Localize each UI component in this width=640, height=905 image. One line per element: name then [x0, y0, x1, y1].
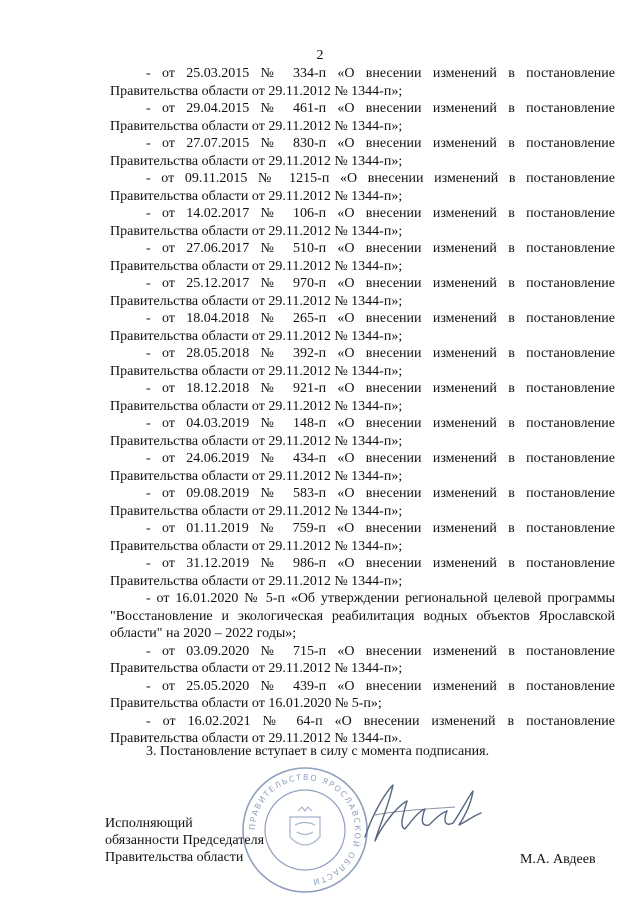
- amendment-item: [110, 450, 615, 485]
- official-seal: [240, 765, 370, 895]
- amendment-item-line1: - от 31.12.2019 № 986-п «О внесении изменений в постановление: [146, 556, 615, 571]
- amendment-item-line1: - от 01.11.2019 № 759-п «О внесении изменений в постановление: [146, 521, 615, 536]
- signatory-title-line3: Правительства области: [105, 850, 244, 865]
- amendment-item-line2: Правительства области от 29.11.2012 № 1344-п»;: [110, 398, 403, 414]
- amendment-item: [110, 555, 615, 590]
- signatory-title-line1: Исполняющий: [105, 816, 193, 831]
- amendment-item-line2: Правительства области от 29.11.2012 № 1344-п»;: [110, 573, 403, 589]
- amendment-item: [110, 310, 615, 345]
- amendment-item-line1: - от 24.06.2019 № 434-п «О внесении изменений в постановление: [146, 451, 615, 466]
- amendment-item: [110, 240, 615, 275]
- amendment-item: [110, 170, 615, 205]
- amendment-item-line1: - от 03.09.2020 № 715-п «О внесении изменений в постановление: [146, 643, 615, 659]
- amendment-item-line1: - от 18.04.2018 № 265-п «О внесении изменений в постановление: [146, 311, 615, 326]
- amendment-item: [110, 275, 615, 310]
- amendment-item-line2: Правительства области от 29.11.2012 № 1344-п»;: [110, 328, 403, 344]
- amendment-item-line1: - от 18.12.2018 № 921-п «О внесении изменений в постановление: [146, 381, 615, 396]
- amendment-item-line2: Правительства области от 29.11.2012 № 1344-п»;: [110, 223, 403, 239]
- amendment-item-line1: - от 29.04.2015 № 461-п «О внесении изменений в постановление: [146, 101, 615, 116]
- amendment-item-line2: Правительства области от 29.11.2012 № 1344-п»;: [110, 118, 403, 134]
- amendment-item: [110, 520, 615, 555]
- amendment-item-line2: Правительства области от 16.01.2020 № 5-п»;: [110, 696, 382, 711]
- amendment-item-line2: Правительства области от 29.11.2012 № 1344-п»;: [110, 363, 403, 379]
- closing-paragraph: 3. Постановление вступает в силу с момента подписания.: [146, 744, 490, 759]
- handwritten-signature: [355, 775, 485, 855]
- signatory-title-line2: обязанности Председателя: [105, 833, 265, 848]
- amendment-item-line2: Правительства области от 29.11.2012 № 1344-п»;: [110, 661, 403, 676]
- amendment-item: [110, 100, 615, 135]
- amendment-item-line1: - от 16.02.2021 № 64-п «О внесении изменений в постановление: [146, 713, 615, 729]
- amendment-item: [110, 380, 615, 415]
- amendment-item-line2: Ярославской области" на 2020 – 2022 годы»;: [110, 608, 616, 641]
- amendment-item: [110, 643, 615, 678]
- amendment-item: [110, 415, 615, 450]
- amendment-item-line2: Правительства области от 29.11.2012 № 1344-п»;: [110, 503, 403, 519]
- amendment-item: [110, 135, 615, 170]
- amendment-item-line2: Правительства области от 29.11.2012 № 1344-п»;: [110, 188, 403, 204]
- amendment-item-line1: - от 09.11.2015 № 1215-п «О внесении изменений в постановление: [146, 171, 615, 186]
- amendment-item: [110, 65, 615, 100]
- amendment-list: [110, 65, 615, 748]
- amendment-item-line2: Правительства области от 29.11.2012 № 1344-п»;: [110, 293, 403, 309]
- amendment-item-line2: Правительства области от 29.11.2012 № 1344-п»;: [110, 258, 403, 274]
- amendment-item-line1: - от 27.07.2015 № 830-п «О внесении изменений в постановление: [146, 136, 615, 151]
- amendment-item-line2: Правительства области от 29.11.2012 № 1344-п»;: [110, 538, 403, 554]
- amendment-item-line1: - от 04.03.2019 № 148-п «О внесении изменений в постановление: [146, 416, 615, 431]
- amendment-item-line1: - от 25.12.2017 № 970-п «О внесении изменений в постановление: [146, 276, 615, 291]
- amendment-item-line1: - от 25.03.2015 № 334-п «О внесении изменений в постановление: [146, 66, 615, 81]
- amendment-item-line2: Правительства области от 29.11.2012 № 1344-п»;: [110, 153, 403, 169]
- amendment-item-line1: - от 16.01.2020 № 5-п «Об утверждении региональной целевой программы "Восстановление и экологическая реабилитация водных объектов: [110, 591, 615, 624]
- amendment-item: [110, 678, 615, 713]
- amendment-item-line1: - от 28.05.2018 № 392-п «О внесении изменений в постановление: [146, 346, 615, 361]
- coat-of-arms-icon: [290, 807, 320, 845]
- amendment-item-line2: Правительства области от 29.11.2012 № 1344-п».: [110, 731, 402, 746]
- amendment-item-line2: Правительства области от 29.11.2012 № 1344-п»;: [110, 83, 403, 99]
- signatory-name: М.А. Авдеев: [520, 852, 596, 867]
- amendment-item-line1: - от 09.08.2019 № 583-п «О внесении изменений в постановление: [146, 486, 615, 501]
- page-number: 2: [316, 48, 324, 63]
- amendment-item: [110, 205, 615, 240]
- amendment-item-line2: Правительства области от 29.11.2012 № 1344-п»;: [110, 433, 403, 449]
- amendment-item-line1: - от 25.05.2020 № 439-п «О внесении изменений в постановление: [146, 678, 615, 694]
- amendment-item-line1: - от 14.02.2017 № 106-п «О внесении изменений в постановление: [146, 206, 615, 221]
- amendment-item: [110, 485, 615, 520]
- seal-text: ПРАВИТЕЛЬСТВО ЯРОСЛАВСКОЙ ОБЛАСТИ: [247, 772, 363, 887]
- amendment-item-line2: Правительства области от 29.11.2012 № 1344-п»;: [110, 468, 403, 484]
- amendment-item: [110, 590, 615, 643]
- amendment-item: [110, 345, 615, 380]
- amendment-item-line1: - от 27.06.2017 № 510-п «О внесении изменений в постановление: [146, 241, 615, 256]
